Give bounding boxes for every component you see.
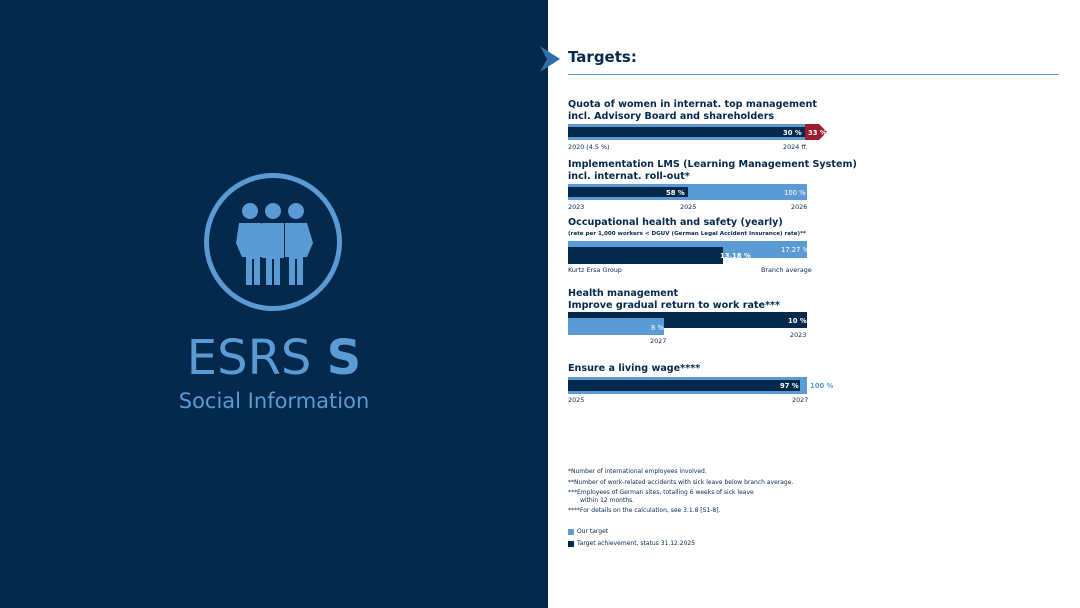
target4-heading: [568, 288, 780, 312]
footnote-4: ****For details on the calculation, see 3.1.8 [S1-8].: [568, 507, 721, 514]
target1-heading-line1: Quota of women in internat. top management: [568, 99, 817, 110]
cover-subtitle: Social Information: [178, 389, 370, 413]
target3-company-value: 13.18 %: [720, 252, 751, 260]
target1-target-value: 30 %: [783, 129, 802, 137]
target2-heading-line1: Implementation LMS (Learning Management System): [568, 159, 857, 170]
cover-title-bold: S: [326, 330, 362, 386]
section-divider: [568, 74, 1059, 75]
target5-target-value: 100 %: [810, 382, 834, 390]
target5-start-label: 2025: [568, 396, 585, 404]
footnote-2: **Number of work-related accidents with sick leave below branch average.: [568, 479, 794, 486]
legend-target-swatch: [568, 529, 574, 535]
target2-heading: [568, 159, 857, 183]
footnote-1: *Number of international employees involved.: [568, 468, 707, 475]
target4-achieved-year: 2023: [790, 331, 807, 339]
target4-heading-line2: Improve gradual return to work rate***: [568, 300, 781, 311]
target4-target-bar: [568, 318, 664, 335]
people-group-icon: [204, 173, 342, 311]
cover-title-plain: ESRS: [186, 330, 312, 386]
target2-heading-line2: incl. internat. roll-out*: [568, 171, 690, 182]
target1-start-label: 2020 (4.5 %): [568, 143, 610, 151]
legend-achievement-swatch: [568, 541, 574, 547]
legend-achievement-label: Target achievement, status 31.12.2025: [577, 540, 696, 547]
footnote-3: ***Employees of German sites, totalling 6 weeks of sick leave: [568, 489, 754, 496]
target1-end-label: 2024 ff.: [783, 143, 808, 151]
target2-mid-label: 2025: [680, 203, 697, 211]
target3-end-label: Branch average: [761, 266, 812, 274]
target5-achieved-value: 97 %: [780, 382, 799, 390]
target3-heading: Occupational health and safety (yearly): [568, 217, 783, 228]
target1-heading-line2: incl. Advisory Board and shareholders: [568, 111, 775, 122]
target3-branch-value: 17.27 %: [781, 246, 810, 254]
target2-target-value: 100 %: [784, 189, 806, 197]
target4-target-value: 8 %: [651, 324, 664, 332]
legend-target-label: Our target: [577, 528, 609, 535]
target5-heading: Ensure a living wage****: [568, 363, 701, 374]
target4-achieved-value: 10 %: [788, 317, 807, 325]
target5-achievement-bar: [568, 380, 800, 391]
target1-achieved-value: 33 %: [808, 129, 827, 137]
target1-heading: [568, 99, 817, 123]
target5-end-label: 2027: [792, 396, 809, 404]
target4-target-year: 2027: [650, 337, 667, 345]
footnote-3-cont: within 12 months.: [580, 497, 635, 504]
section-title: Targets:: [568, 48, 637, 66]
target1-achievement-bar: [568, 127, 807, 137]
target2-start-label: 2023: [568, 203, 585, 211]
target3-note: (rate per 1,000 workers < DGUV (German Legal Accident Insurance) rate)**: [568, 231, 806, 237]
target2-end-label: 2026: [791, 203, 808, 211]
target4-heading-line1: Health management: [568, 288, 679, 299]
cover-title: [0, 330, 548, 386]
target3-start-label: Kurtz Ersa Group: [568, 266, 622, 274]
chevron-right-icon: [540, 46, 560, 72]
target3-company-bar: [568, 247, 723, 264]
target2-achieved-value: 58 %: [666, 189, 685, 197]
